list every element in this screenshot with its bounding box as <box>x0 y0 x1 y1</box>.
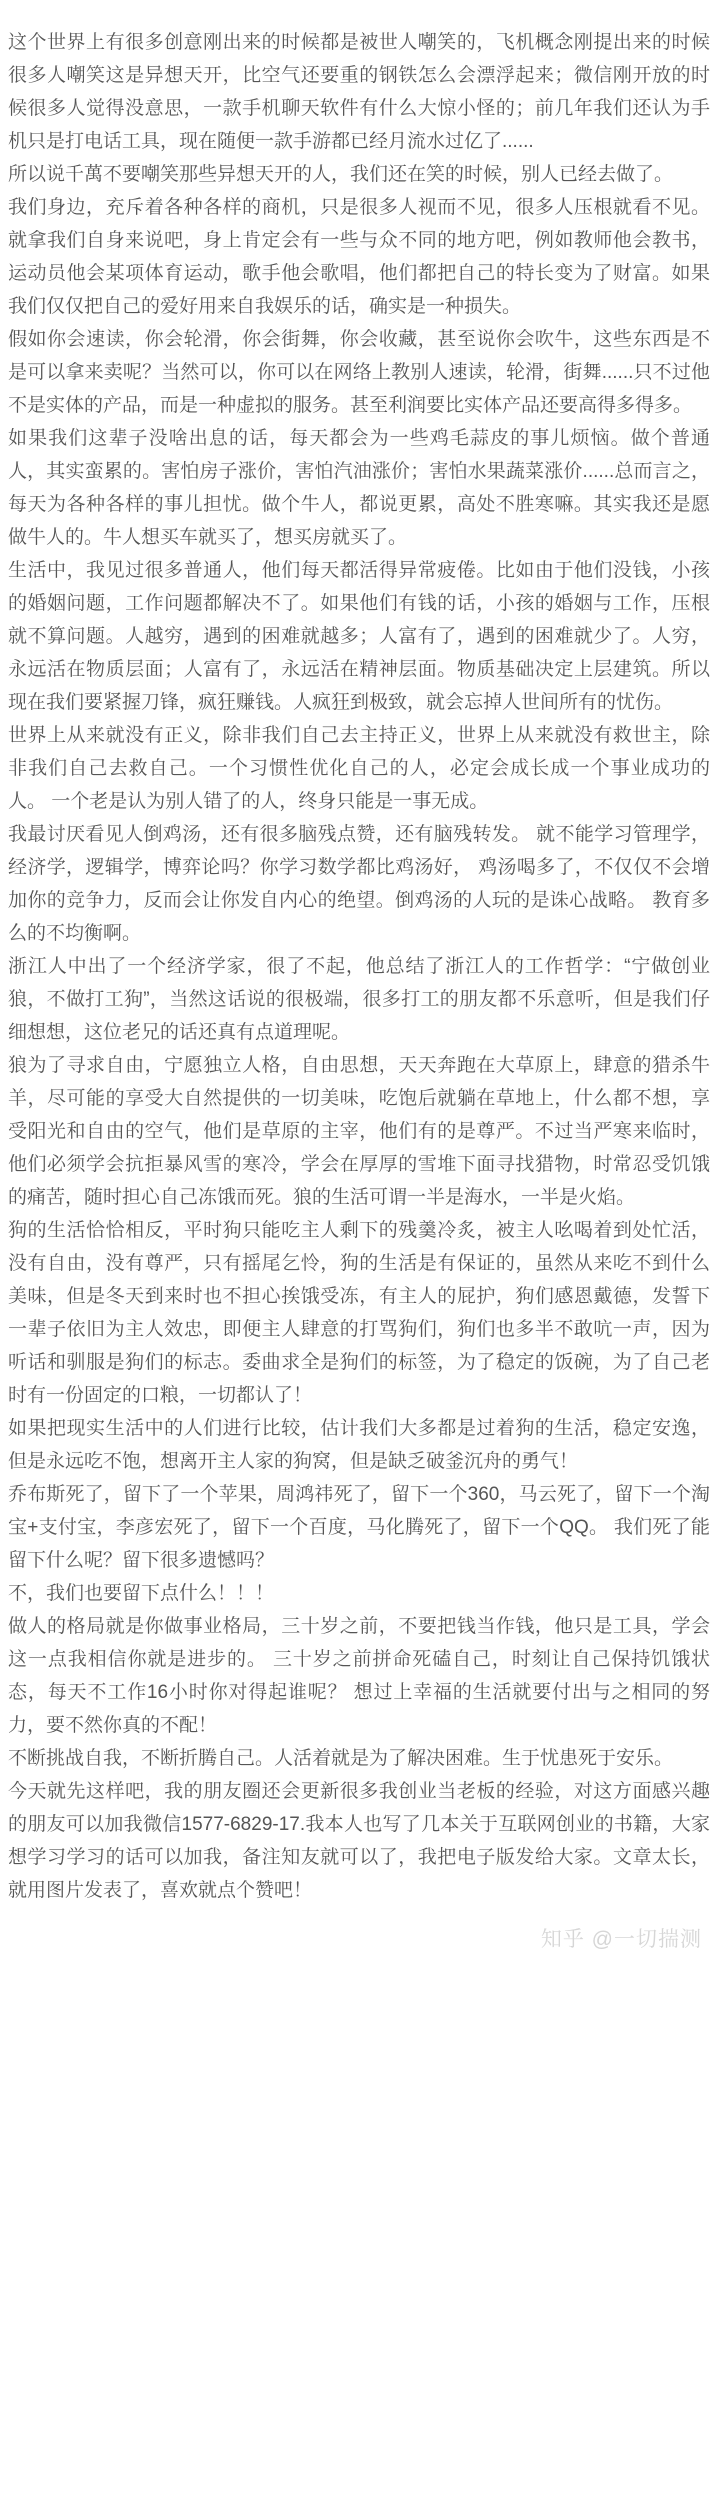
paragraph-challenge-self: 不断挑战自我，不断折腾自己。人活着就是为了解决困难。生于忧患死于安乐。 <box>8 1748 674 1769</box>
paragraph-comparison: 如果把现实生活中的人们进行比较，估计我们大多都是过着狗的生活，稳定安逸，但是永远吃不饱，想离开主人家的狗窝，但是缺乏破釜沉舟的勇气！ <box>8 1418 710 1472</box>
zhihu-watermark: 知乎 @一切揣测 <box>540 1928 702 1951</box>
paragraph-creativity-mocked: 这个世界上有很多创意刚出来的时候都是被世人嘲笑的，飞机概念刚提出来的时候很多人嘲笑这是异想天开，比空气还要重的钢铁怎么会漂浮起来；微信刚开放的时候很多人觉得没意思，一款手机聊天软件有什么大惊小怪的；前几年我们还认为手机只是打电话工具，现在随便一款手游都已经月流水过亿了...... <box>8 32 710 152</box>
paragraph-no-justice: 世界上从来就没有正义，除非我们自己去主持正义，世界上从来就没有救世主，除非我们自己去救自己。一个习惯性优化自己的人，必定会成长成一个事业成功的人。 一个老是认为别人错了的人，终身只能是一事无成。 <box>8 725 710 812</box>
paragraph-chicken-soup: 我最讨厌看见人倒鸡汤，还有很多脑残点赞，还有脑残转发。 就不能学习管理学，经济学，逻辑学，博弈论吗？你学习数学都比鸡汤好， 鸡汤喝多了，不仅仅不会增加你的竞争力，反而会让你发自内心的绝望。倒鸡汤的人玩的是诛心战略。 教育多么的不均衡啊。 <box>8 824 710 944</box>
paragraph-poor-vs-rich: 生活中，我见过很多普通人，他们每天都活得异常疲倦。比如由于他们没钱，小孩的婚姻问题，工作问题都解决不了。如果他们有钱的话，小孩的婚姻与工作，压根就不算问题。人越穷，遇到的困难就越多；人富有了，遇到的困难就少了。人穷，永远活在物质层面；人富有了，永远活在精神层面。物质基础决定上层建筑。所以现在我们要紧握刀锋，疯狂赚钱。人疯狂到极致，就会忘掉人世间所有的忧伤。 <box>8 560 710 713</box>
paragraph-wolf-life: 狼为了寻求自由，宁愿独立人格，自由思想，天天奔跑在大草原上，肆意的猎杀牛羊，尽可能的享受大自然提供的一切美味，吃饱后就躺在草地上，什么都不想，享受阳光和自由的空气，他们是草原的主宰，他们有的是尊严。不过当严寒来临时，他们必须学会抗拒暴风雪的寒冷，学会在厚厚的雪堆下面寻找猎物，时常忍受饥饿的痛苦，随时担心自己冻饿而死。狼的生活可谓一半是海水，一半是火焰。 <box>8 1055 710 1208</box>
paragraph-dont-mock: 所以说千萬不要嘲笑那些异想天开的人，我们还在笑的时候，别人已经去做了。 <box>8 164 674 185</box>
paragraph-leave-something: 不，我们也要留下点什么！！！ <box>8 1583 275 1604</box>
paragraph-zhejiang-economist: 浙江人中出了一个经济学家，很了不起，他总结了浙江人的工作哲学：“宁做创业狼，不做打工狗”，当然这话说的很极端，很多打工的朋友都不乐意听，但是我们仔细想想，这位老兄的话还真有点道理呢。 <box>8 956 710 1043</box>
paragraph-business-chances: 我们身边，充斥着各种各样的商机，只是很多人视而不见，很多人压根就看不见。就拿我们自身来说吧，身上肯定会有一些与众不同的地方吧，例如教师他会教书，运动员他会某项体育运动，歌手他会歌唱，他们都把自己的特长变为了财富。如果我们仅仅把自己的爱好用来自我娱乐的话，确实是一种损失。 <box>8 197 710 317</box>
paragraph-dog-life: 狗的生活恰恰相反，平时狗只能吃主人剩下的残羹冷炙，被主人吆喝着到处忙活，没有自由，没有尊严，只有摇尾乞怜，狗的生活是有保证的，虽然从来吃不到什么美味，但是冬天到来时也不担心挨饿受冻，有主人的屁护，狗们感恩戴德，发誓下一辈子依旧为主人效忠，即便主人肆意的打骂狗们，狗们也多半不敢吭一声，因为听话和驯服是狗们的标志。委曲求全是狗们的标签，为了稳定的饭碗，为了自己老时有一份固定的口粮，一切都认了！ <box>8 1220 710 1406</box>
paragraph-life-pattern: 做人的格局就是你做事业格局，三十岁之前，不要把钱当作钱，他只是工具，学会这一点我相信你就是进步的。 三十岁之前拼命死磕自己，时刻让自己保持饥饿状态，每天不工作16小时你对得起谁呢？ 想过上幸福的生活就要付出与之相同的努力，要不然你真的不配！ <box>8 1616 710 1736</box>
paragraph-founders-legacy: 乔布斯死了，留下了一个苹果，周鸿祎死了，留下一个360，马云死了，留下一个淘宝+支付宝，李彦宏死了，留下一个百度，马化腾死了，留下一个QQ。 我们死了能留下什么呢？留下很多遗憾吗？ <box>8 1484 710 1571</box>
paragraph-sell-skills: 假如你会速读，你会轮滑，你会街舞，你会收藏，甚至说你会吹牛，这些东西是不是可以拿来卖呢？当然可以，你可以在网络上教别人速读，轮滑，街舞......只不过他不是实体的产品，而是一种虚拟的服务。甚至利润要比实体产品还要高得多得多。 <box>8 329 710 416</box>
paragraph-ordinary-life: 如果我们这辈子没啥出息的话，每天都会为一些鸡毛蒜皮的事儿烦恼。做个普通人，其实蛮累的。害怕房子涨价，害怕汽油涨价；害怕水果蔬菜涨价......总而言之，每天为各种各样的事儿担忧。做个牛人，都说更累，高处不胜寒嘛。其实我还是愿做牛人的。牛人想买车就买了，想买房就买了。 <box>8 428 710 548</box>
paragraph-closing-wechat: 今天就先这样吧，我的朋友圈还会更新很多我创业当老板的经验，对这方面感兴趣的朋友可以加我微信1577-6829-17.我本人也写了几本关于互联网创业的书籍，大家想学习学习的话可以加我，备注知友就可以了，我把电子版发给大家。文章太长，就用图片发表了，喜欢就点个赞吧！ <box>8 1781 710 1901</box>
